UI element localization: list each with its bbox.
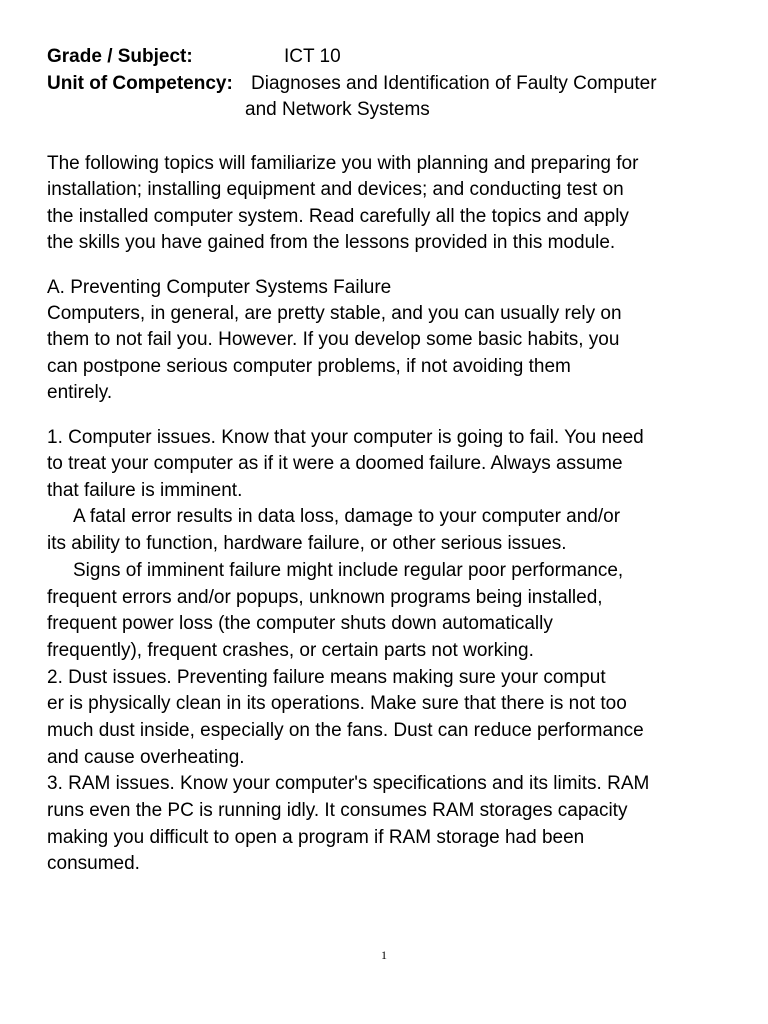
item-line: and cause overheating. [47,747,245,768]
section-a-line: them to not fail you. However. If you develop some basic habits, you [47,329,620,350]
item-line: er is physically clean in its operations. Make sure that there is not too [47,693,627,714]
section-a-line: Computers, in general, are pretty stable, and you can usually rely on [47,303,622,324]
section-a-line: entirely. [47,382,113,403]
item-line: frequently), frequent crashes, or certain parts not working. [47,640,534,661]
item-line: much dust inside, especially on the fans. Dust can reduce performance [47,720,644,741]
item-line: runs even the PC is running idly. It consumes RAM storages capacity [47,800,628,821]
item-line: 3. RAM issues. Know your computer's specifications and its limits. RAM [47,773,650,794]
intro-line: the installed computer system. Read carefully all the topics and apply [47,206,629,227]
item-line: A fatal error results in data loss, damage to your computer and/or [73,506,621,527]
intro-line: the skills you have gained from the lessons provided in this module. [47,232,616,253]
item-line: frequent errors and/or popups, unknown programs being installed, [47,587,603,608]
item-line: that failure is imminent. [47,480,243,501]
item-line: consumed. [47,853,140,874]
unit-of-competency-value: Diagnoses and Identification of Faulty Computer [251,73,657,94]
section-a-line: can postpone serious computer problems, if not avoiding them [47,356,571,377]
item-line: 1. Computer issues. Know that your computer is going to fail. You need [47,427,644,448]
unit-of-competency-value-cont: and Network Systems [245,99,430,120]
item-line: making you difficult to open a program if RAM storage had been [47,827,585,848]
item-line: Signs of imminent failure might include regular poor performance, [73,560,624,581]
section-a-heading: A. Preventing Computer Systems Failure [47,277,392,298]
item-line: frequent power loss (the computer shuts down automatically [47,613,553,634]
intro-line: installation; installing equipment and devices; and conducting test on [47,179,624,200]
grade-subject-label: Grade / Subject: [47,46,193,67]
item-line: its ability to function, hardware failure, or other serious issues. [47,533,567,554]
unit-of-competency-label: Unit of Competency: [47,73,233,94]
page-number: 1 [381,948,387,962]
item-line: to treat your computer as if it were a doomed failure. Always assume [47,453,623,474]
grade-subject-value: ICT 10 [284,46,341,67]
item-line: 2. Dust issues. Preventing failure means making sure your comput [47,667,606,688]
intro-line: The following topics will familiarize you with planning and preparing for [47,153,639,174]
